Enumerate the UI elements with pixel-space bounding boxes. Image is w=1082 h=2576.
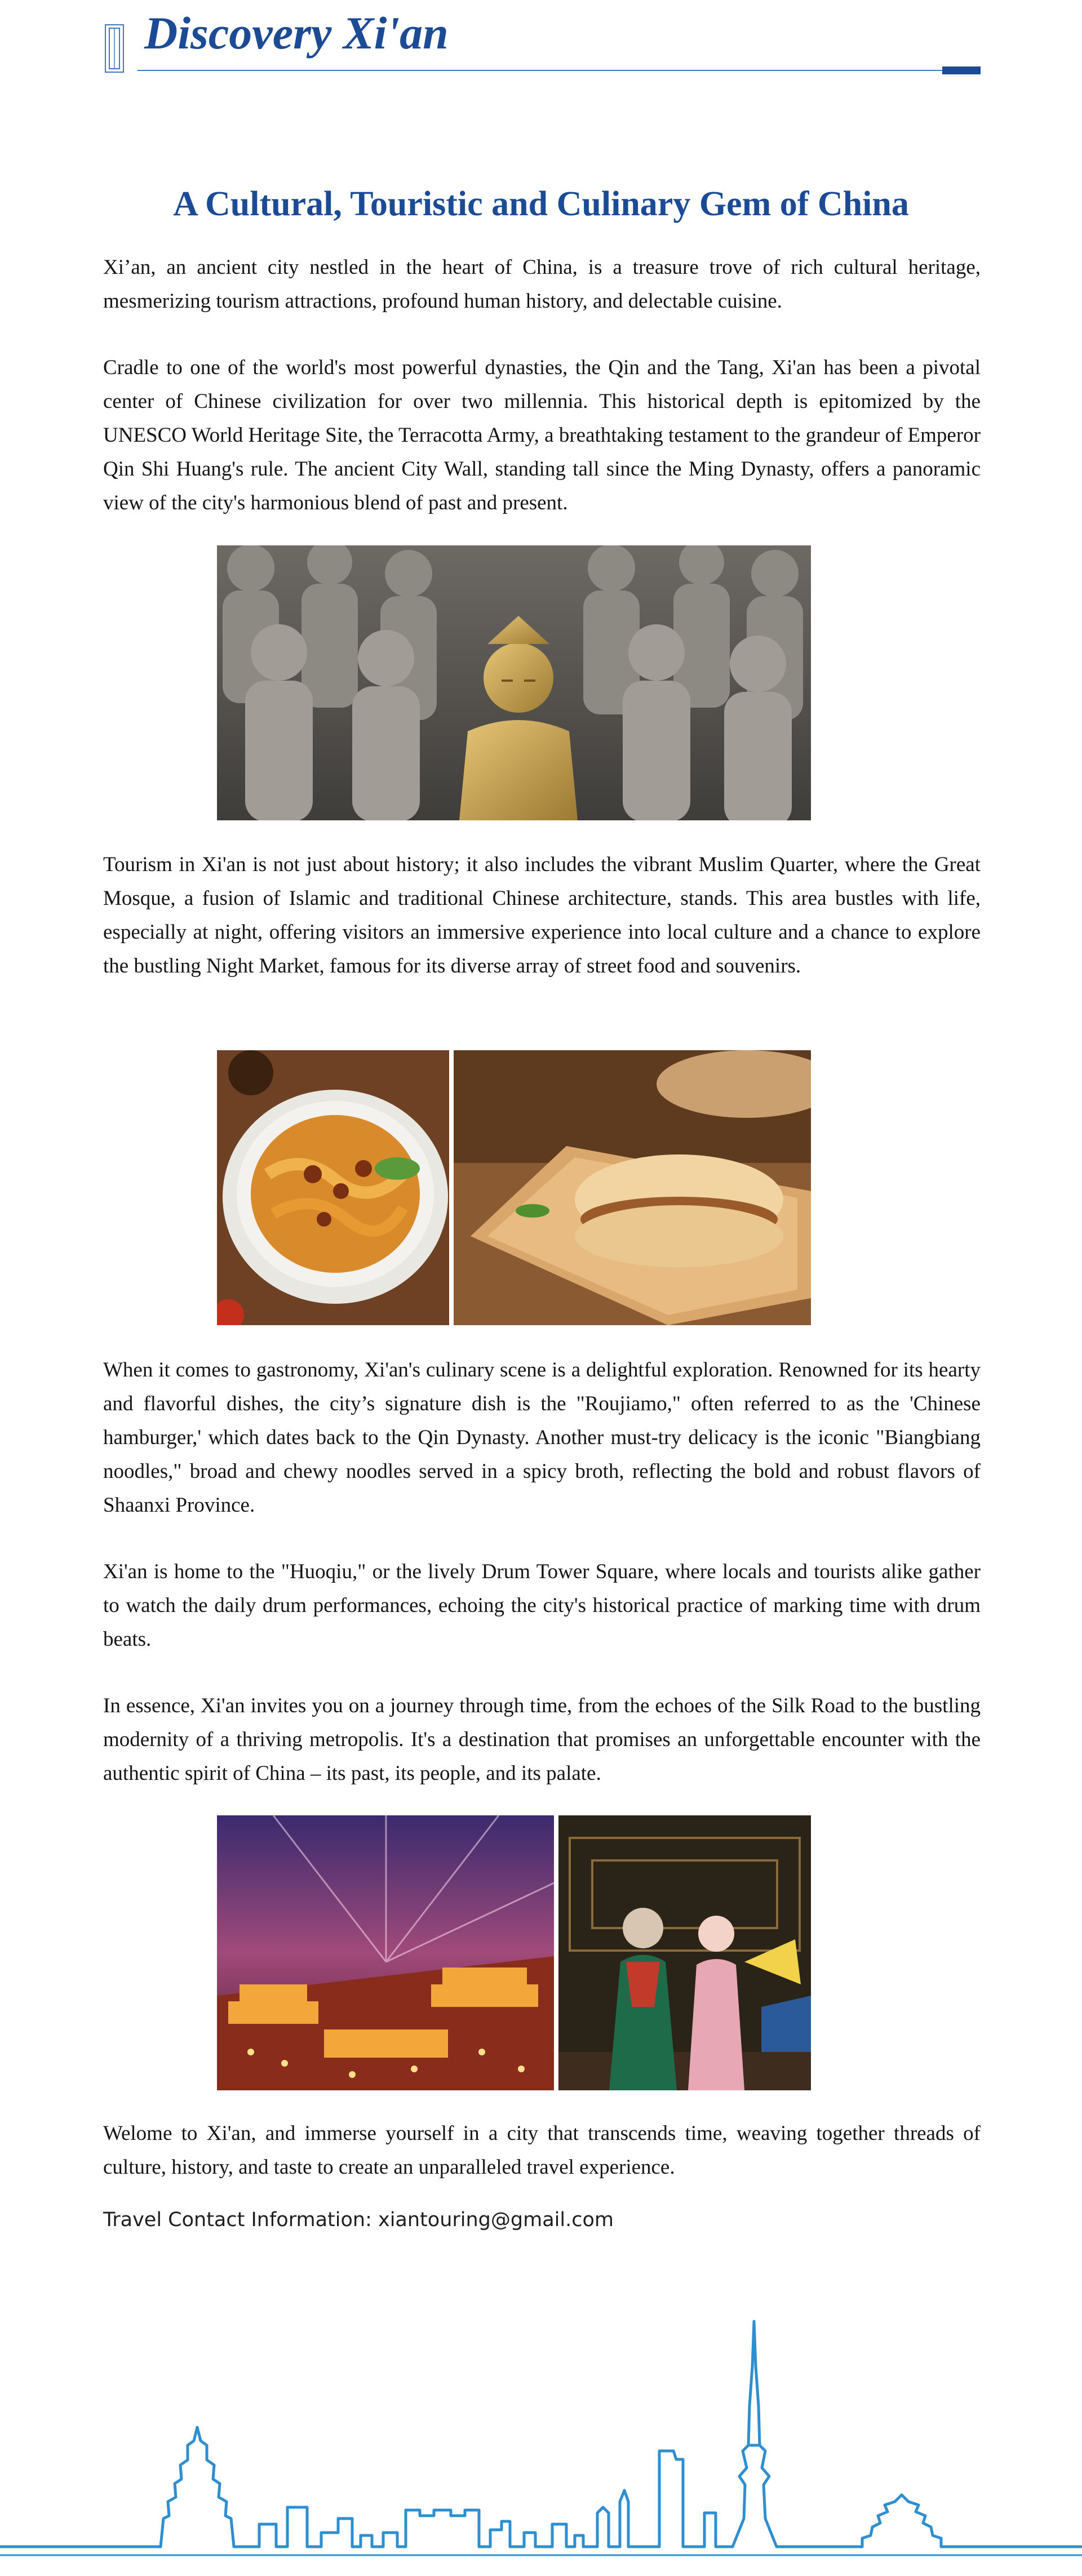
paragraph-huoqiu: Xi'an is home to the "Huoqiu," or the lively Drum Tower Square, where locals and tourists alike gather to watch the daily drum performances, echoing the city's historical practice of marking time with drum beats. xyxy=(103,1560,981,1651)
paragraph-gastronomy: When it comes to gastronomy, Xi'an's culinary scene is a delightful exploration. Renowned for its hearty and flavorful dishes, the city’s signature dish is the "Roujiamo," often referred to as the 'Chinese hamburger,' which dates back to the Qin Dynasty. Another must-try delicacy is the iconic "Biangbiang noodles," broad and chewy noodles served in a spicy broth, reflecting the bold and robust flavors of Shaanxi Province. xyxy=(103,1358,981,1517)
page-title: A Cultural, Touristic and Culinary Gem of China xyxy=(173,184,909,223)
paragraph-welcome: Welome to Xi'an, and immerse yourself in a city that transcends time, weaving together threads of culture, history, and taste to create an unparalleled travel experience. xyxy=(103,2122,981,2179)
roujiamo-photo xyxy=(454,1050,811,1325)
paragraph-intro: Xi’an, an ancient city nestled in the heart of China, is a treasure trove of rich cultural heritage, mesmerizing tourism attractions, profound human history, and delectable cuisine. xyxy=(103,256,981,313)
opera-performance-photo xyxy=(558,1815,811,2090)
pillar-logo-icon xyxy=(103,24,126,73)
brand-title: Discovery Xi'an xyxy=(144,7,449,59)
biangbiang-noodles-photo xyxy=(217,1050,449,1325)
paragraph-essence: In essence, Xi'an invites you on a journey through time, from the echoes of the Silk Road to the bustling modernity of a thriving metropolis. It's a destination that promises an unforgettable encounter with the authentic spirit of China – its past, its people, and its palate. xyxy=(103,1694,981,1785)
contact-info: Travel Contact Information: xiantouring@gmail.com xyxy=(103,2209,614,2231)
xian-skyline-illustration xyxy=(0,2276,1082,2576)
paragraph-history: Cradle to one of the world's most powerful dynasties, the Qin and the Tang, Xi'an has been a pivotal center of Chinese civilization for over two millennia. This historical depth is epitomized by the UNESCO World Heritage Site, the Terracotta Army, a breathtaking testament to the grandeur of Emperor Qin Shi Huang's rule. The ancient City Wall, standing tall since the Ming Dynasty, offers a panoramic view of the city's harmonious blend of past and present. xyxy=(103,356,981,514)
night-market-photo xyxy=(217,1815,554,2090)
terracotta-army-photo xyxy=(217,545,811,820)
page-header xyxy=(0,0,1082,79)
header-accent-bar xyxy=(942,66,981,74)
paragraph-tourism: Tourism in Xi'an is not just about history; it also includes the vibrant Muslim Quarter, where the Great Mosque, a fusion of Islamic and traditional Chinese architecture, stands. This area bustles with life, especially at night, offering visitors an immersive experience into local culture and a chance to explore the bustling Night Market, famous for its diverse array of street food and souvenirs. xyxy=(103,853,981,978)
header-divider xyxy=(138,70,943,71)
